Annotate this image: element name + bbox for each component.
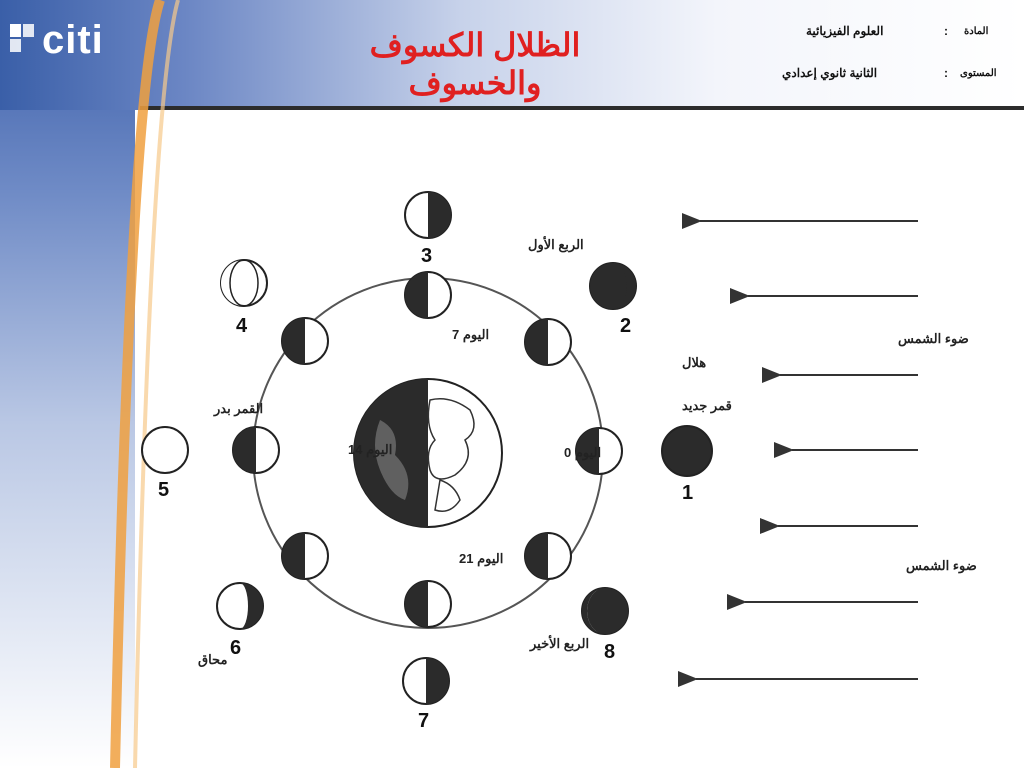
number-4: 4	[236, 315, 248, 337]
level-label: المستوى	[960, 68, 997, 79]
number-3: 3	[421, 245, 433, 267]
label-sunlight-top: ضوء الشمس	[898, 331, 969, 346]
label-full-moon: القمر بدر	[214, 401, 264, 416]
number-7: 7	[418, 710, 430, 732]
label-sunlight-bottom: ضوء الشمس	[906, 558, 977, 573]
label-day-14: اليوم 14	[348, 442, 393, 457]
page-title: الظلال الكسوف والخسوف	[369, 27, 581, 101]
orbit-moon-top-right	[525, 319, 571, 365]
orbit-moon-bottom-left	[282, 533, 328, 579]
label-day-7: اليوم 7	[452, 327, 490, 342]
sunlight-arrows	[696, 221, 918, 679]
label-first-quarter: الربع الأول	[528, 237, 584, 252]
number-5: 5	[158, 479, 170, 501]
phase-1-new-moon	[662, 426, 712, 476]
phase-5-full-moon	[142, 427, 188, 473]
number-2: 2	[620, 315, 632, 337]
label-dark-moon: محاق	[198, 652, 228, 667]
number-6: 6	[230, 637, 242, 659]
phase-6-waning-gibbous	[217, 583, 263, 629]
orbit-moon-left	[233, 427, 279, 473]
orbit-moon-top-left	[282, 318, 328, 364]
number-1: 1	[682, 482, 694, 504]
phase-4-gibbous	[221, 260, 267, 306]
phase-2-crescent	[590, 263, 636, 309]
phase-8-waning-crescent	[582, 588, 628, 634]
phase-7-last-quarter	[403, 658, 449, 704]
label-crescent: هلال	[682, 355, 707, 370]
label-last-quarter: الربع الأخير	[530, 636, 590, 651]
subject-separator: :	[944, 24, 948, 38]
level-separator: :	[944, 66, 948, 80]
orbit-moon-bottom-right	[525, 533, 571, 579]
level-value: الثانية ثانوي إعدادي	[782, 66, 878, 80]
orbit-moon-top	[405, 272, 451, 318]
number-8: 8	[604, 641, 616, 663]
label-new-moon: قمر جديد	[682, 398, 732, 413]
logo-text: citi	[42, 18, 104, 62]
subject-label: المادة	[964, 26, 989, 37]
phase-3-first-quarter	[405, 192, 451, 238]
label-day-21: اليوم 21	[459, 551, 504, 566]
orbit-moon-bottom	[405, 581, 451, 627]
subject-value: العلوم الفيزيائية	[806, 24, 884, 38]
label-day-0: اليوم 0	[564, 445, 602, 460]
